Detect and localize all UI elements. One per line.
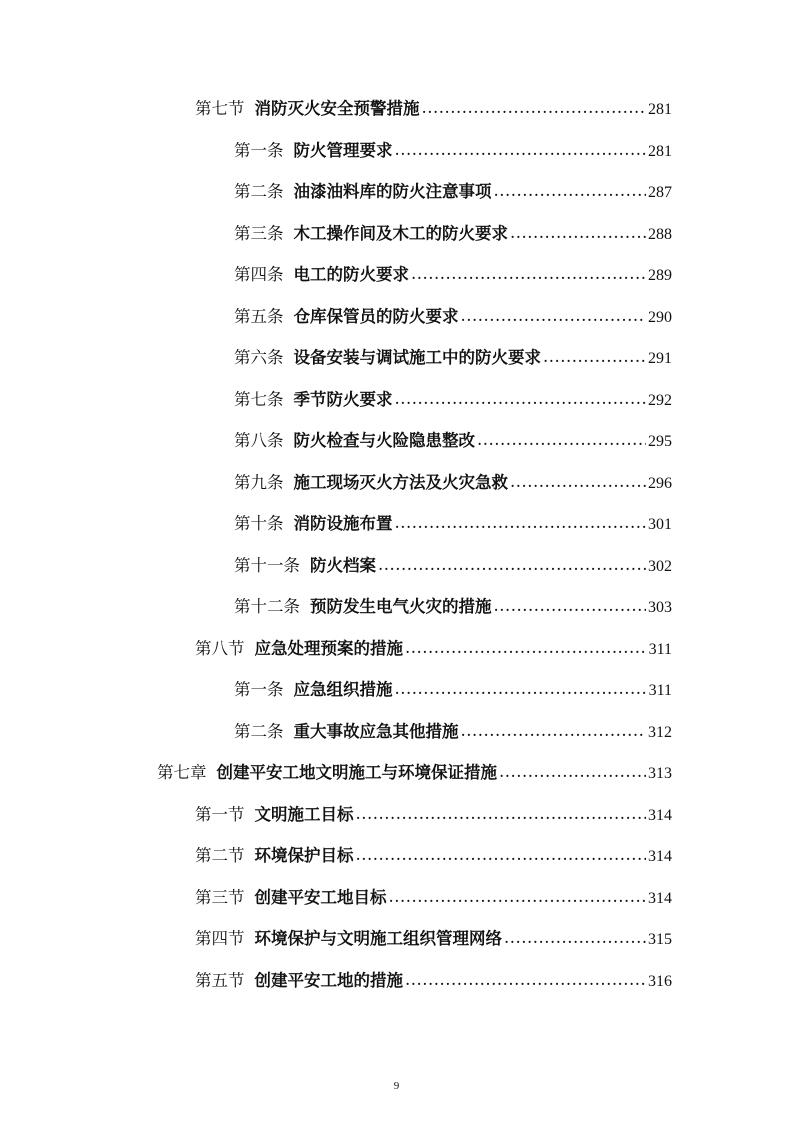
toc-entry-title: 创建平安工地文明施工与环境保证措施 xyxy=(216,763,497,782)
toc-entry[interactable] xyxy=(0,877,793,919)
toc-entry[interactable] xyxy=(0,337,793,379)
toc-entry-title: 预防发生电气火灾的措施 xyxy=(310,597,492,616)
toc-dot-leader xyxy=(378,544,646,586)
toc-entry-label: 第六条 xyxy=(234,348,284,367)
toc-entry-title: 电工的防火要求 xyxy=(293,265,409,284)
toc-entry[interactable] xyxy=(0,752,793,794)
toc-dot-leader xyxy=(510,212,646,254)
toc-entry[interactable] xyxy=(0,628,793,670)
toc-entry-title: 创建平安工地目标 xyxy=(254,887,387,907)
toc-entry-title: 应急组织措施 xyxy=(293,680,393,699)
toc-entry-title: 木工操作间及木工的防火要求 xyxy=(293,223,508,243)
toc-entry[interactable] xyxy=(0,254,793,296)
toc-entry-label: 第五节 xyxy=(195,970,245,990)
toc-entry[interactable] xyxy=(0,171,793,213)
toc-entry-title: 油漆油料库的防火注意事项 xyxy=(293,182,492,201)
toc-entry-title: 防火档案 xyxy=(310,555,376,575)
toc-entry-label: 第八节 xyxy=(195,638,245,658)
toc-entry[interactable] xyxy=(0,296,793,338)
toc-entry[interactable] xyxy=(0,130,793,172)
toc-dot-leader xyxy=(510,461,646,503)
toc-entry-page: 302 xyxy=(648,557,672,575)
toc-entry-label: 第四节 xyxy=(195,929,245,948)
toc-entry[interactable] xyxy=(0,420,793,462)
toc-entry-page: 301 xyxy=(648,516,672,533)
toc-entry-label: 第四条 xyxy=(234,265,284,284)
toc-dot-leader xyxy=(543,336,646,378)
toc-entry-title: 环境保护目标 xyxy=(254,846,354,865)
toc-entry-page: 288 xyxy=(648,225,672,243)
toc-dot-leader xyxy=(356,793,647,835)
toc-entry-page: 296 xyxy=(648,474,672,492)
toc-dot-leader xyxy=(405,959,646,1001)
toc-entry-title: 应急处理预案的措施 xyxy=(254,638,403,658)
page-number: 9 xyxy=(393,1080,400,1092)
toc-entry[interactable] xyxy=(0,794,793,836)
toc-entry[interactable] xyxy=(0,586,793,628)
toc-dot-leader xyxy=(494,585,647,627)
toc-entry-title: 防火检查与火险隐患整改 xyxy=(293,431,475,450)
toc-entry-label: 第三条 xyxy=(234,223,284,243)
toc-entry-label: 第七条 xyxy=(234,389,284,409)
toc-entry-label: 第九条 xyxy=(234,472,284,492)
toc-entry-label: 第一条 xyxy=(234,680,284,699)
toc-entry-label: 第一节 xyxy=(195,804,245,824)
toc-dot-leader xyxy=(395,502,647,544)
toc-entry-title: 消防设施布置 xyxy=(293,514,393,533)
toc-entry[interactable] xyxy=(0,711,793,753)
toc-dot-leader xyxy=(422,87,647,129)
toc-dot-leader xyxy=(405,627,647,669)
toc-entry-label: 第二条 xyxy=(234,182,284,201)
toc-entry[interactable] xyxy=(0,88,793,130)
toc-dot-leader xyxy=(461,710,647,752)
toc-entry-label: 第十一条 xyxy=(234,555,300,575)
toc-entry[interactable] xyxy=(0,918,793,960)
toc-entry-page: 315 xyxy=(648,931,672,948)
toc-entry-page: 281 xyxy=(648,101,672,118)
toc-entry-title: 创建平安工地的措施 xyxy=(254,970,403,990)
toc-entry-title: 消防灭火安全预警措施 xyxy=(254,99,420,118)
toc-entry[interactable] xyxy=(0,213,793,255)
toc-dot-leader xyxy=(477,419,646,461)
toc-entry-label: 第七章 xyxy=(157,763,207,782)
toc-entry-page: 289 xyxy=(648,267,672,284)
toc-dot-leader xyxy=(499,751,646,793)
toc-entry-label: 第一条 xyxy=(234,140,284,160)
toc-dot-leader xyxy=(395,668,647,710)
toc-entry-title: 设备安装与调试施工中的防火要求 xyxy=(293,348,541,367)
toc-dot-leader xyxy=(356,834,647,876)
toc-entry-page: 313 xyxy=(648,765,672,782)
toc-entry-page: 295 xyxy=(648,433,672,450)
toc-dot-leader xyxy=(494,170,647,212)
toc-entry-page: 311 xyxy=(648,640,672,658)
toc-entry-page: 291 xyxy=(648,350,672,367)
toc-entry-page: 292 xyxy=(648,391,672,409)
toc-dot-leader xyxy=(461,295,647,337)
toc-dot-leader xyxy=(504,917,646,959)
toc-dot-leader xyxy=(395,378,647,420)
toc-entry[interactable] xyxy=(0,462,793,504)
toc-entry-title: 环境保护与文明施工组织管理网络 xyxy=(254,929,502,948)
toc-entry-page: 311 xyxy=(648,682,672,699)
toc-entry-page: 314 xyxy=(648,889,672,907)
toc-entry-label: 第十二条 xyxy=(234,597,300,616)
toc-entry-page: 303 xyxy=(648,599,672,616)
toc-entry-label: 第八条 xyxy=(234,431,284,450)
toc-entry[interactable] xyxy=(0,960,793,1002)
table-of-contents xyxy=(0,88,793,1001)
toc-entry[interactable] xyxy=(0,669,793,711)
toc-entry-label: 第二节 xyxy=(195,846,245,865)
toc-entry-title: 仓库保管员的防火要求 xyxy=(293,306,459,326)
toc-entry[interactable] xyxy=(0,379,793,421)
toc-dot-leader xyxy=(389,876,647,918)
toc-entry[interactable] xyxy=(0,503,793,545)
toc-entry-page: 316 xyxy=(648,972,672,990)
toc-entry-page: 314 xyxy=(648,848,672,865)
toc-entry-title: 重大事故应急其他措施 xyxy=(293,721,459,741)
toc-entry-title: 季节防火要求 xyxy=(293,389,393,409)
toc-entry[interactable] xyxy=(0,835,793,877)
toc-entry-title: 文明施工目标 xyxy=(254,804,354,824)
toc-entry-title: 防火管理要求 xyxy=(293,140,393,160)
toc-entry-label: 第五条 xyxy=(234,306,284,326)
toc-entry[interactable] xyxy=(0,545,793,587)
toc-dot-leader xyxy=(395,129,647,171)
toc-entry-page: 290 xyxy=(648,308,672,326)
toc-entry-page: 287 xyxy=(648,184,672,201)
toc-entry-label: 第三节 xyxy=(195,887,245,907)
toc-entry-label: 第十条 xyxy=(234,514,284,533)
toc-dot-leader xyxy=(411,253,646,295)
toc-entry-label: 第二条 xyxy=(234,721,284,741)
toc-entry-title: 施工现场灭火方法及火灾急救 xyxy=(293,472,508,492)
toc-entry-page: 314 xyxy=(648,806,672,824)
toc-entry-label: 第七节 xyxy=(195,99,245,118)
toc-entry-page: 281 xyxy=(648,142,672,160)
toc-entry-page: 312 xyxy=(648,723,672,741)
